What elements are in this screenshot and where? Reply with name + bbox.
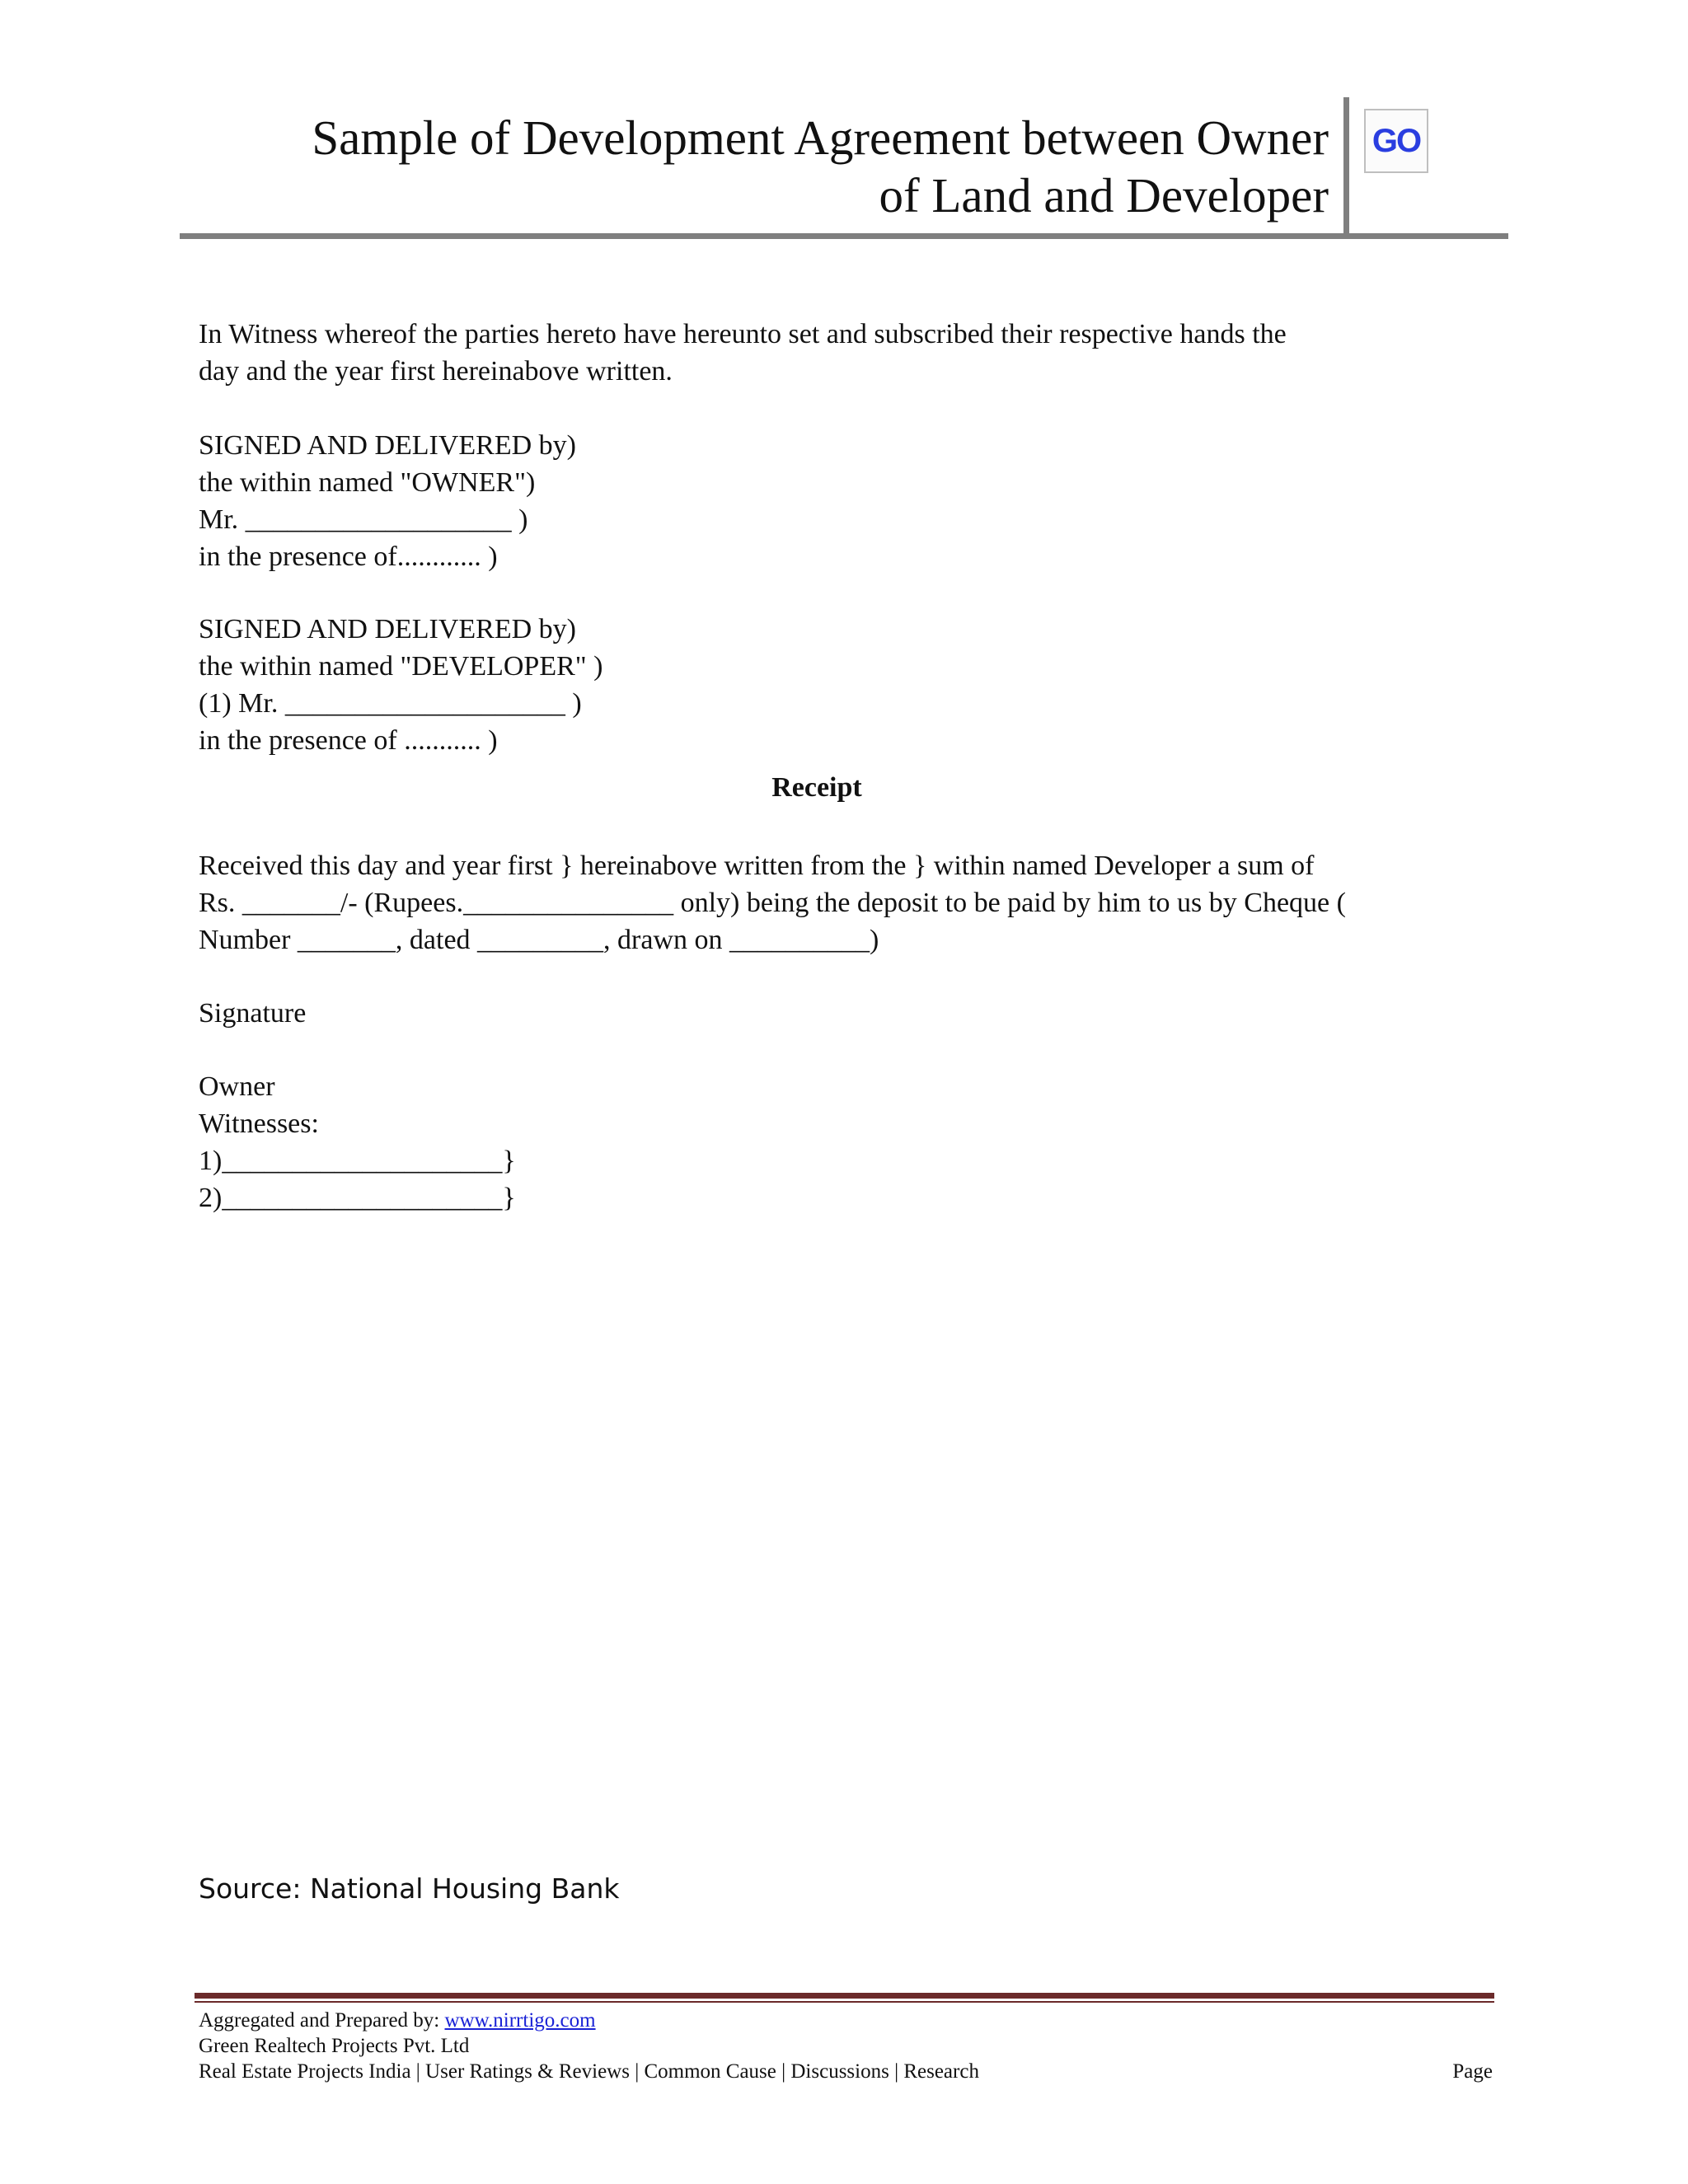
page-header <box>180 97 1508 237</box>
receipt-line-1: Received this day and year first } hereinabove written from the } within named Developer a sum of <box>199 851 1315 881</box>
witness-2-line: 2)____________________} <box>199 1183 516 1213</box>
developer-block-line-4: in the presence of ........... ) <box>199 725 498 756</box>
source-note: Source: National Housing Bank <box>199 1872 620 1905</box>
witnesses-label: Witnesses: <box>199 1108 319 1139</box>
witness-line-2: day and the year first hereinabove written. <box>199 356 673 387</box>
document-title-line-1: Sample of Development Agreement between Owner <box>312 110 1329 165</box>
footer-rule-thin <box>195 2001 1494 2003</box>
developer-block-line-1: SIGNED AND DELIVERED by) <box>199 614 577 644</box>
receipt-line-2: Rs. _______/- (Rupees._______________ only) being the deposit to be paid by him to us by Cheque ( <box>199 888 1346 918</box>
receipt-line-3: Number _______, dated _________, drawn on __________) <box>199 925 879 955</box>
prepared-by-label: Aggregated and Prepared by: <box>199 2009 445 2032</box>
footer-page-label: Page <box>1452 2060 1493 2083</box>
developer-block-line-2: the within named "DEVELOPER" ) <box>199 651 603 682</box>
logo-text: GO <box>1372 122 1421 159</box>
owner-block-line-2: the within named "OWNER") <box>199 467 536 498</box>
owner-block-line-4: in the presence of............ ) <box>199 541 498 572</box>
owner-block-line-3: Mr. ___________________ ) <box>199 504 528 535</box>
receipt-paragraph <box>199 847 1435 958</box>
website-link[interactable]: www.nirrtigo.com <box>444 2009 596 2032</box>
nirrtigo-logo <box>1364 109 1428 173</box>
witness-1-line: 1)____________________} <box>199 1146 516 1176</box>
witness-paragraph <box>199 316 1435 390</box>
developer-signature-block <box>199 611 1435 759</box>
footer-tagline: Real Estate Projects India | User Ratings & Reviews | Common Cause | Discussions | Research <box>199 2060 979 2083</box>
signature-label: Signature <box>199 998 307 1029</box>
header-vertical-divider <box>1343 97 1349 237</box>
receipt-heading: Receipt <box>771 772 862 803</box>
owner-block-line-1: SIGNED AND DELIVERED by) <box>199 430 577 461</box>
developer-block-line-3: (1) Mr. ____________________ ) <box>199 688 582 719</box>
footer-rule <box>195 1993 1494 1999</box>
page-footer <box>199 2008 1493 2084</box>
header-horizontal-rule <box>180 233 1508 239</box>
witness-block <box>199 1068 1435 1216</box>
owner-label: Owner <box>199 1071 275 1102</box>
witness-line-1: In Witness whereof the parties hereto have hereunto set and subscribed their respective hands the <box>199 319 1287 349</box>
owner-signature-block <box>199 427 1435 575</box>
footer-company: Green Realtech Projects Pvt. Ltd <box>199 2035 470 2057</box>
footer-prepared-by <box>199 2008 1493 2033</box>
document-title <box>175 109 1329 224</box>
document-title-line-2: of Land and Developer <box>879 168 1329 223</box>
